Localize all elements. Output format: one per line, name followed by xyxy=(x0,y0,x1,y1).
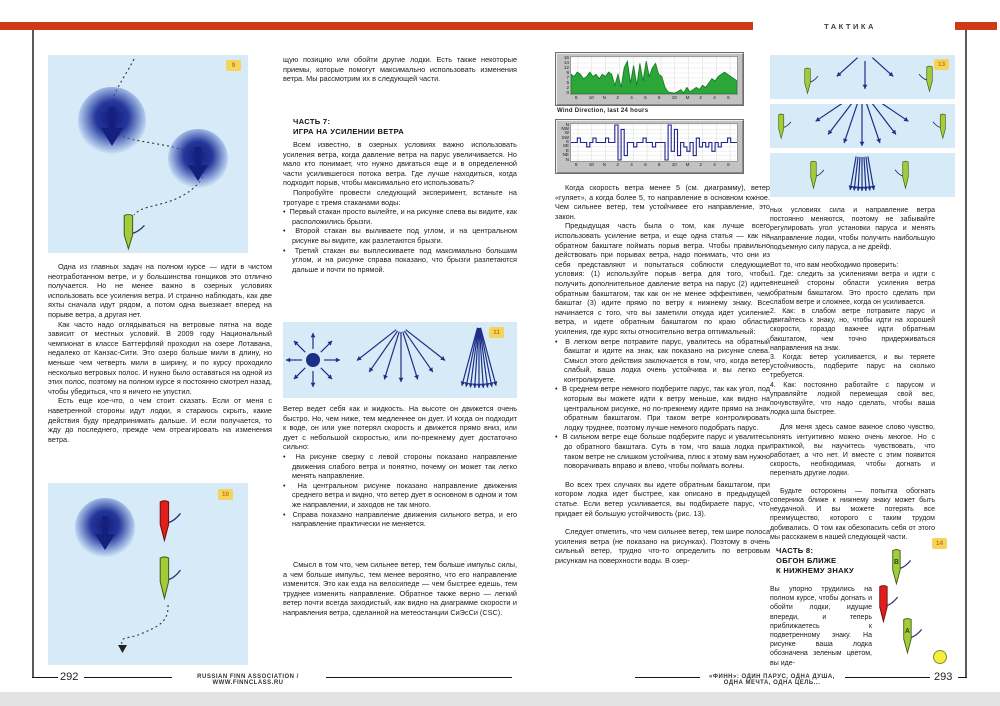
x-tick-label: 2 xyxy=(699,95,702,100)
right-page-column2-block1 xyxy=(770,206,935,542)
green-boat-a-icon xyxy=(900,617,923,655)
green-boat-icon xyxy=(932,113,948,140)
page-bottom-edge xyxy=(0,692,1000,706)
y-tick-label: 7 xyxy=(566,74,569,80)
figure-10-gust-two-boats xyxy=(48,483,248,665)
wind-gust-blob-icon xyxy=(75,498,135,558)
bullet-item: • На центральном рисунке показано направление движения среднего ветра и видно, что ветер дует в основном в одном и том же направлении, и заходов не так много. xyxy=(283,481,517,510)
footer-rule xyxy=(958,677,967,678)
wind-spray-arrows xyxy=(283,322,517,398)
y-tick-label: W xyxy=(564,130,569,136)
y-tick-label: N xyxy=(565,121,569,127)
x-tick-label: 4 xyxy=(630,95,633,100)
green-boat-icon xyxy=(120,213,146,251)
x-tick-label: 10 xyxy=(671,95,677,100)
paragraph: Следует отметить, что чем сильнее ветер, тем шире полоса усиления ветра (не показано на рисунках). Поэтому в очень сильный ветер, трудно что-то определить по ветровым рисункам на поверхности воды. В озер- xyxy=(555,527,770,565)
paragraph: Во всех трех случаях вы идете обратным бакштагом, при котором лодка идет быстрее, как описано в предыдущей статье. Если ветер усиливается, вы подбираете парус, что придает ей большую устойчивость (рис. 13). xyxy=(555,479,770,518)
bullet-item: • В легком ветре потравите парус, увалитесь на обратный бакштаг и идите на знак, как показано на рисунке слева. Смысл этого действия заключается в том, что, когда ветер слабый, ваша лодка очень устойчива и вы легко ее контролируете. xyxy=(555,337,770,385)
figure-number-badge: 13 xyxy=(934,59,949,70)
x-tick-label: 2 xyxy=(616,95,619,100)
figure-number-badge: 14 xyxy=(932,538,947,549)
green-boat-icon xyxy=(918,65,935,93)
x-tick-label: 8 xyxy=(657,95,661,100)
svg-text:A: A xyxy=(905,627,910,636)
x-tick-label: 10 xyxy=(671,162,677,167)
green-boat-b-icon xyxy=(889,548,912,586)
y-tick-label: 9 xyxy=(566,69,569,75)
paragraph: щую позицию или обойти другие лодки. Есть также некоторые приемы, которые помогут максимально использовать изменения ветра. Мы рассмотрим их в следующей части. xyxy=(283,55,517,84)
y-tick-label: E xyxy=(565,147,569,153)
wind-speed-plot xyxy=(570,56,738,95)
heading-line: ОБГОН БЛИЖЕ xyxy=(776,556,837,565)
paragraph: Вы упорно трудились на полном курсе, чтобы догнать и обойти лодки, идущие впереди, и теперь приближаетесь к подветренному знаку. На рисунке ваша лодка обозначена зеленым цветом, вы иде- xyxy=(770,586,872,667)
heading-line: К НИЖНЕМУ ЗНАКУ xyxy=(776,566,855,575)
left-page-column2-block1 xyxy=(283,140,517,274)
checklist-item: 2. Как: в слабом ветре потравите парус и двигайтесь к знаку, но, чтобы идти на хорошей скорости, гораздо важнее идти обратным бакштагом, чем точно придерживаться направления на знак. xyxy=(770,308,935,352)
left-page-column2-intro xyxy=(283,55,517,84)
wind-arrows xyxy=(770,153,955,197)
bullet-list xyxy=(283,207,517,274)
x-tick-label: 6 xyxy=(644,162,647,167)
checklist-item: 4. Как: постоянно работайте с парусом и управляйте лодкой перемещая свой вес, почувствуйте, что надо сделать, чтобы ваша лодка шла быстрее. xyxy=(770,381,935,417)
x-tick-label: 8 xyxy=(657,162,661,167)
x-tick-label: 6 xyxy=(644,95,647,100)
x-tick-label: 10 xyxy=(588,162,594,167)
paragraph: Когда скорость ветра менее 5 (см. диаграмму), ветер «гуляет», а когда более 5, то направление в основном южное. Чем сильнее ветер, тем устойчивее его направление, это закон. xyxy=(555,183,770,221)
wind-direction-chart-title: Wind Direction, last 24 hours xyxy=(557,108,649,114)
x-tick-label: 4 xyxy=(713,162,716,167)
checklist-item: 3. Когда: ветер усиливается, и вы теряете устойчивость, подберите парус на сколько требуется. xyxy=(770,354,935,380)
red-boat-icon xyxy=(876,584,899,624)
paragraph: ных условиях сила и направление ветра постоянно меняются, поэтому не забывайте регулировать угол установки паруса и менять направление лодки, чтобы получить наибольшую подъемную силу паруса, а не дрейф. xyxy=(770,207,935,251)
y-tick-label: NW xyxy=(561,125,569,131)
bullet-item: • В сильном ветре еще больше подберите парус и увалитесь до обратного бакштага. Суть в том, что ваша лодка при таком ветре не слишком устойчива, плюс к этому вам нужно поворачивать вправо и влево, чтобы поймать волны. xyxy=(555,432,770,470)
x-tick-label: 2 xyxy=(616,162,619,167)
footer-rule xyxy=(326,677,512,678)
svg-text:B: B xyxy=(894,558,899,567)
y-tick-label: N xyxy=(565,156,569,162)
top-red-rule-right xyxy=(955,22,997,30)
figure-9-gusts-course xyxy=(48,55,248,253)
right-page-column1 xyxy=(555,183,770,566)
figure-11-wind-spray-patterns xyxy=(283,322,517,398)
x-tick-label: 6 xyxy=(727,95,730,100)
figure-13-panel-light-wind xyxy=(770,55,955,99)
top-red-rule-left xyxy=(0,22,753,30)
left-footer-imprint: RUSSIAN FINN ASSOCIATION / WWW.FINNCLASS.RU xyxy=(197,674,299,686)
wind-direction-plot xyxy=(570,123,738,162)
y-tick-label: 0 xyxy=(566,89,569,95)
left-page-margin-rule xyxy=(32,30,34,678)
paragraph: Всем известно, в озерных условиях важно использовать усиления ветра, когда давление ветра на парус увеличивается. Но мало кто понимает, что нужно двигаться еще и в определенной части усилившегося потока ветра. Где лучше находиться, когда подходит порыв, чтобы максимально его использовать? xyxy=(283,140,517,188)
x-tick-label: 10 xyxy=(588,95,594,100)
green-boat-icon xyxy=(808,160,825,190)
x-tick-label: 8 xyxy=(574,95,578,100)
footer-rule xyxy=(84,677,172,678)
right-page-margin-rule xyxy=(965,30,967,678)
heading-line: ЧАСТЬ 8: xyxy=(776,546,814,555)
footer-rule xyxy=(635,677,700,678)
figure-number-badge: 10 xyxy=(218,489,233,500)
x-tick-label: N xyxy=(602,162,606,167)
wind-gust-blob-icon xyxy=(78,87,146,155)
y-tick-label: 5 xyxy=(566,79,569,85)
red-boat-icon xyxy=(156,499,182,543)
part7-heading xyxy=(283,117,527,137)
y-tick-label: 12 xyxy=(563,64,569,70)
figure-number-badge: 11 xyxy=(489,327,504,338)
left-page-column2-block3 xyxy=(283,560,517,618)
x-tick-label: M xyxy=(685,95,690,100)
wind-speed-chart xyxy=(555,52,744,106)
heading-line: ИГРА НА УСИЛЕНИИ ВЕТРА xyxy=(293,127,405,136)
leeward-mark-icon xyxy=(933,650,947,664)
left-page-number: 292 xyxy=(60,671,79,683)
x-tick-label: 2 xyxy=(699,162,702,167)
footer-rule xyxy=(845,677,930,678)
checklist-item: 1. Где: следить за усилениями ветра и идти с внешней стороны области усиления ветра обратным бакштагом. Это просто сделать при слабом ветре и сложнее, когда он усиливается. xyxy=(770,271,935,306)
green-boat-icon xyxy=(802,67,819,95)
paragraph: Как часто надо оглядываться на ветровые пятна на воде зависит от местных условий. В 2009 году Национальный чемпионат в классе Баттерфляй проходил на озере Лотавана, недалеко от Канзас-Сити. Это озеро больше мили в длину, но меньше чем четверть мили в ширину, и по курсу проходило несколько ветровых полос. И нужно было оставаться на одной из этих полос, поэтому на полном курсе я постоянно смотрел назад, чтобы убедиться, что я ничего не упустил. xyxy=(48,319,272,396)
paragraph: Одна из главных задач на полном курсе — идти в чистом неотработанном ветре, и у большинства гонщиков это отлично получается. Но не менее важно в озерных условиях использовать все усиления ветра. И странно наблюдать, как две яхты сначала идут рядом, а потом одна выезжает вперед на порыве ветра, а другая нет. xyxy=(48,262,272,319)
paragraph: Вот то, что вам необходимо проверить: xyxy=(770,262,899,270)
right-page-column2-block2 xyxy=(770,585,872,668)
y-tick-label: 2 xyxy=(566,84,569,90)
y-tick-label: NE xyxy=(562,152,569,158)
x-tick-label: 8 xyxy=(574,162,578,167)
green-boat-icon xyxy=(776,113,792,140)
y-tick-label: SE xyxy=(562,143,569,149)
footer-rule xyxy=(32,677,58,678)
green-boat-icon xyxy=(894,160,911,190)
paragraph: Смысл в том что, чем сильнее ветер, тем больше импульс силы, а чем больше импульс, тем менее вероятно, что его направление изменится. Это как езда на велосипеде — чем быстрее едешь, тем труднее изменить направление. Обратное также верно — легкий ветер почти всегда заходистый, как видно на диаграмме скорости и направления ветра, сделанной на метеостанции СиЭсСи (CSC). xyxy=(283,560,517,617)
right-footer-imprint: «ФИНН»: ОДИН ПАРУС, ОДНА ДУША, ОДНА МЕЧТА, ОДНА ЦЕЛЬ... xyxy=(709,674,835,686)
y-tick-label: 14 xyxy=(563,59,569,65)
bullet-item: • Второй стакан вы выливаете под углом, и на центральном рисунке вы видите, как разлетаются брызги. xyxy=(283,226,517,245)
bullet-item: • В среднем ветре немного подберите парус, так как угол, под которым вы можете идти к ветру меньше, как видно на центральном рисунке, но по-прежнему идите прямо на знак обратным бакштагом. При таком ветре контролировать лодку труднее, поэтому лучше немного подобрать парус. xyxy=(555,384,770,432)
paragraph: Будьте осторожны — попытка обогнать соперника ближе к нижнему знаку может быть неудачной. И вы можете потерять все преимущество, которого с таким трудом добивались. О том как обезопасить себя от этого мы расскажем в нашей следующей части. xyxy=(770,487,935,541)
bullet-item: • На рисунке сверху с левой стороны показано направление движения слабого ветра и понятно, почему он может так легко менять направление. xyxy=(283,452,517,481)
y-tick-label: 16 xyxy=(563,54,569,60)
x-tick-label: N xyxy=(602,95,606,100)
paragraph: Попробуйте провести следующий эксперимент, встаньте на тротуаре с тремя стаканами воды: xyxy=(283,187,517,207)
paragraph: Ветер ведет себя как и жидкость. На высоте он движется очень быстро. Но, чем ниже, тем медленнее он дует. И когда он подходит к воде, он или уже потерял скорость и движется прямо вниз, или дует с небольшой скоростью, или по-прежнему дует достаточно сильно: xyxy=(283,404,517,452)
figure-number-badge: 9 xyxy=(226,60,241,71)
bullet-item: • Третий стакан вы выплескиваете под максимально большим углом, и на рисунке справа показано, что брызги разлетаются дальше и почти по прямой. xyxy=(283,246,517,275)
x-tick-label: M xyxy=(685,162,690,167)
bullet-item: • Справа показано направление движения сильного ветра, и его направление практически не меняется. xyxy=(283,510,517,529)
left-page-column1 xyxy=(48,262,272,444)
paragraph: Есть еще кое-что, о чем стоит сказать. Если от меня с наветренной стороны идут лодки, я стараюсь скрыть, какие действия буду предпринимать дальше. И если получается, то жду до последнего, прежде чем отреагировать на изменения ветра. xyxy=(48,396,272,444)
bullet-list xyxy=(283,452,517,529)
green-boat-icon xyxy=(156,555,182,601)
running-head-section-title: ТАКТИКА xyxy=(824,22,876,31)
right-page-number: 293 xyxy=(934,671,953,683)
y-tick-label: S xyxy=(565,139,569,144)
wind-direction-chart xyxy=(555,119,744,174)
x-tick-label: 4 xyxy=(630,162,633,167)
wind-arrows xyxy=(770,104,955,148)
wind-gust-blob-icon xyxy=(168,129,228,189)
paragraph: Предыдущая часть была о том, как лучше всего использовать усиление ветра, и еще одна статья — как на обратном бакштаге поймать порыв ветра. Чтобы правильно действовать при порывах ветра, надо понимать, что они из себя представляют и попытаться соблюсти следующие условия: (1) используйте порыв ветра для того, чтобы получить дополнительное давление ветра на парус (2) идите обратным бакштагом, так как он не менее эффективен, чем бакштаг (3) идите прямо по ветру к нижнему знаку. Все начинается с того, что вы заметили откуда идет усиление ветра, и идете обратным бакштагом по краю области усиления, где курс яхты относительно ветра оптимальный: xyxy=(555,221,770,336)
bullet-list xyxy=(555,337,770,471)
left-page-column2-block2 xyxy=(283,404,517,529)
paragraph: Для меня здесь самое важное слово чувство, понять интуитивно можно очень многое. Но с практикой, вы научитесь чувствовать, что работает, а что нет. И вместе с этим появится скорость, необходимая, чтобы догнать и перегнать другие лодки. xyxy=(770,424,935,478)
figure-13-panel-strong-wind xyxy=(770,153,955,197)
figure-13-panel-medium-wind xyxy=(770,104,955,148)
heading-line: ЧАСТЬ 7: xyxy=(293,117,331,126)
x-tick-label: 6 xyxy=(727,162,730,167)
bullet-item: • Первый стакан просто вылейте, и на рисунке слева вы видите, как расположились брызги. xyxy=(283,207,517,226)
x-tick-label: 4 xyxy=(713,95,716,100)
y-tick-label: SW xyxy=(561,134,569,140)
